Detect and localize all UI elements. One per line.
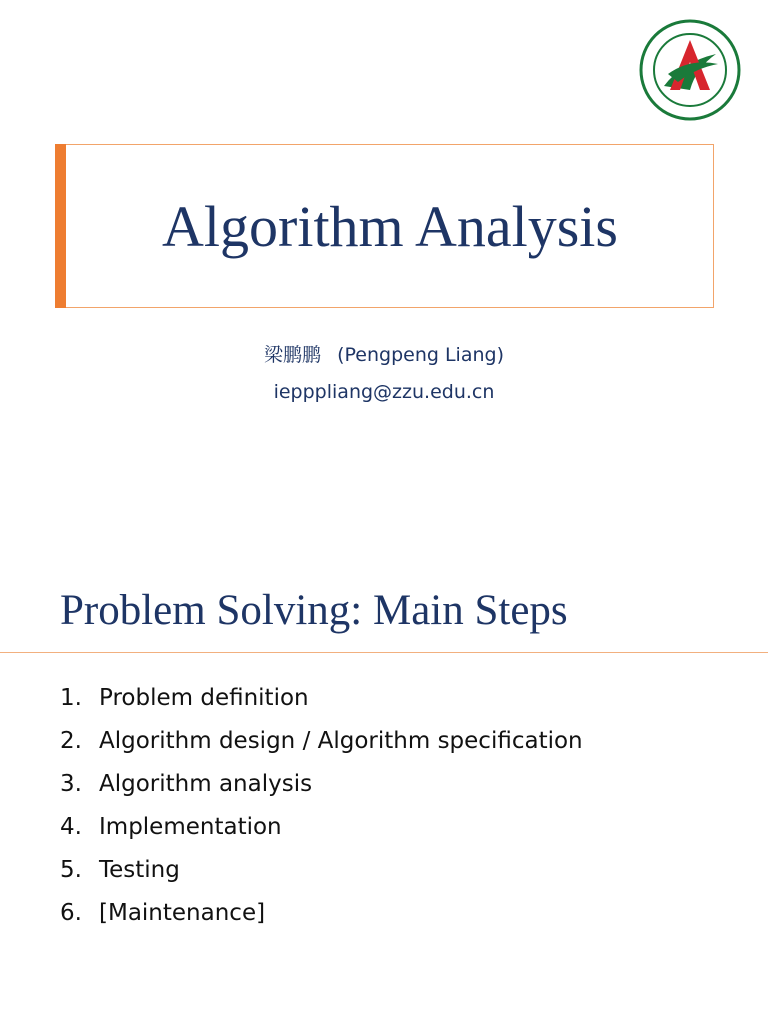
step-number: 6. [60,900,82,926]
list-item [60,854,583,897]
university-logo [638,18,742,122]
list-item [60,897,583,940]
author-email: iepppliang@zzu.edu.cn [273,381,495,403]
steps-title: Problem Solving: Main Steps [60,587,568,634]
list-item [60,725,583,768]
list-item [60,682,583,725]
title-accent-bar [55,144,66,308]
step-text: Problem definition [99,685,309,711]
step-text: Algorithm analysis [99,771,313,797]
step-number: 2. [60,728,82,754]
step-text: Testing [99,857,180,883]
author-english-name: (Pengpeng Liang) [337,344,504,366]
step-number: 5. [60,857,82,883]
author-line [0,340,768,367]
author-chinese-name: 梁鹏鹏 [264,344,322,366]
step-text: Algorithm design / Algorithm specification [99,728,583,754]
step-number: 1. [60,685,82,711]
step-text: [Maintenance] [99,900,266,926]
step-number: 3. [60,771,82,797]
slide-title: Algorithm Analysis [162,193,618,259]
steps-slide [0,512,768,1024]
title-divider [0,652,768,653]
step-text: Implementation [99,814,282,840]
list-item [60,811,583,854]
steps-list [60,682,583,940]
list-item [60,768,583,811]
step-number: 4. [60,814,82,840]
